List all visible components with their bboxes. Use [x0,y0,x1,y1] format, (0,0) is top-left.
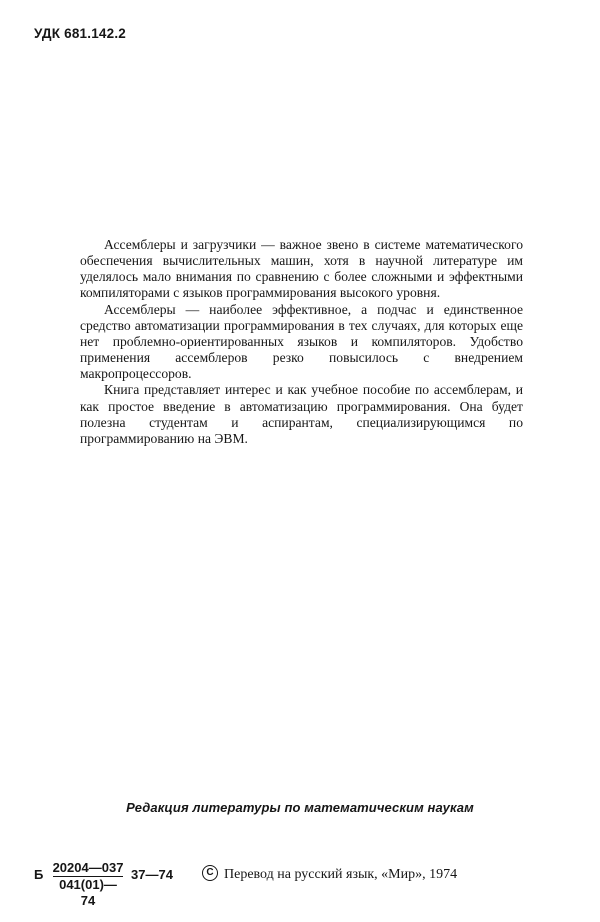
book-annotation [80,237,523,447]
editorial-office: Редакция литературы по математическим наукам [126,800,474,815]
annotation-paragraph: Книга представляет интерес и как учебное пособие по ассемблерам, и как простое введение в автоматизацию программирования. Она будет полезна студентам и аспирантам, специализирующимся по программированию на ЭВМ. [80,382,523,446]
annotation-paragraph: Ассемблеры и загрузчики — важное звено в системе математического обеспечения вычислительных машин, хотя в научной литературе им уделялось мало внимания по сравнению с более сложными и эффектными компиляторами с языков программирования высокого уровня. [80,237,523,301]
imprint-line [34,860,554,908]
copyright-text: Перевод на русский язык, «Мир», 1974 [224,867,458,882]
imprint-letter: Б [34,867,44,882]
imprint-code: 37—74 [131,867,173,882]
copyright-icon: C [202,865,218,881]
annotation-paragraph: Ассемблеры — наиболее эффективное, а подчас и единственное средство автоматизации программирования в тех случаях, для которых еще нет проблемно-ориентированных языков и компиляторов. Удобство применения ассемблеров резко повысилось с внедрением макропроцессоров. [80,301,523,382]
imprint-fraction [52,860,124,908]
imprint-numerator: 20204—037 [52,860,124,875]
udc-code: УДК 681.142.2 [34,26,126,41]
imprint-denominator: 041(01)—74 [59,877,117,908]
